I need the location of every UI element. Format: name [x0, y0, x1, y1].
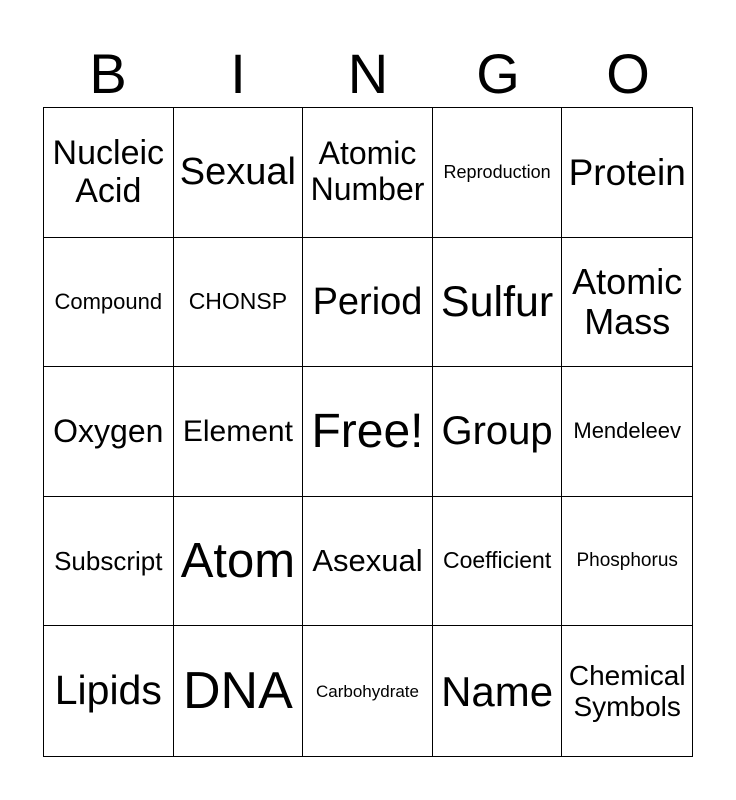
bingo-cell[interactable] — [174, 626, 304, 756]
bingo-cell[interactable] — [562, 108, 692, 238]
bingo-cell[interactable] — [174, 238, 304, 368]
cell-label: Compound — [54, 288, 163, 314]
bingo-cell[interactable] — [174, 497, 304, 627]
bingo-cell[interactable] — [44, 238, 174, 368]
bingo-cell[interactable] — [174, 108, 304, 238]
bingo-cell[interactable] — [433, 367, 563, 497]
header-letter-i: I — [230, 42, 246, 105]
cell-label: Element — [182, 414, 293, 448]
bingo-cell[interactable] — [44, 108, 174, 238]
bingo-cell[interactable] — [562, 497, 692, 627]
cell-label: Phosphorus — [576, 550, 678, 572]
header-letter-g: G — [476, 42, 520, 105]
bingo-cell[interactable] — [303, 238, 433, 368]
cell-label: Subscript — [54, 545, 163, 576]
free-space-label: Free! — [311, 404, 424, 458]
cell-label: Name — [441, 667, 554, 715]
bingo-cell[interactable] — [433, 497, 563, 627]
bingo-header — [43, 40, 693, 108]
bingo-cell[interactable] — [433, 238, 563, 368]
cell-label: Coefficient — [442, 547, 552, 574]
cell-label: Reproduction — [443, 162, 551, 183]
header-letter-n: N — [347, 42, 389, 105]
cell-label: Atomic Number — [310, 135, 425, 208]
cell-label: Atomic Mass — [572, 260, 683, 342]
bingo-cell[interactable] — [44, 367, 174, 497]
cell-label: Chemical Symbols — [568, 659, 686, 723]
bingo-cell[interactable] — [44, 497, 174, 627]
cell-label: Carbohydrate — [315, 681, 419, 701]
cell-label: CHONSP — [188, 288, 288, 315]
cell-label: Lipids — [54, 667, 162, 714]
cell-label: Sexual — [179, 151, 296, 194]
bingo-cell[interactable] — [562, 238, 692, 368]
bingo-cell[interactable] — [433, 626, 563, 756]
bingo-cell[interactable] — [44, 626, 174, 756]
bingo-board — [43, 107, 693, 757]
bingo-cell[interactable] — [303, 108, 433, 238]
bingo-cell[interactable] — [562, 367, 692, 497]
bingo-cell[interactable] — [433, 108, 563, 238]
header-letter-b: B — [89, 42, 127, 105]
bingo-cell[interactable] — [562, 626, 692, 756]
cell-label: Nucleic Acid — [52, 134, 165, 211]
bingo-cell[interactable] — [303, 626, 433, 756]
cell-label: Group — [441, 409, 553, 454]
bingo-cell[interactable] — [303, 497, 433, 627]
cell-label: Oxygen — [53, 412, 164, 449]
cell-label: Sulfur — [440, 277, 554, 326]
cell-label: Asexual — [312, 542, 423, 578]
cell-label: Protein — [568, 151, 686, 193]
cell-label: Period — [312, 280, 423, 323]
cell-label: Mendeleev — [573, 418, 682, 444]
cell-label: Atom — [180, 533, 296, 588]
cell-label: DNA — [182, 662, 293, 721]
bingo-cell[interactable] — [174, 367, 304, 497]
header-letter-o: O — [606, 42, 650, 105]
free-space-cell[interactable] — [303, 367, 433, 497]
